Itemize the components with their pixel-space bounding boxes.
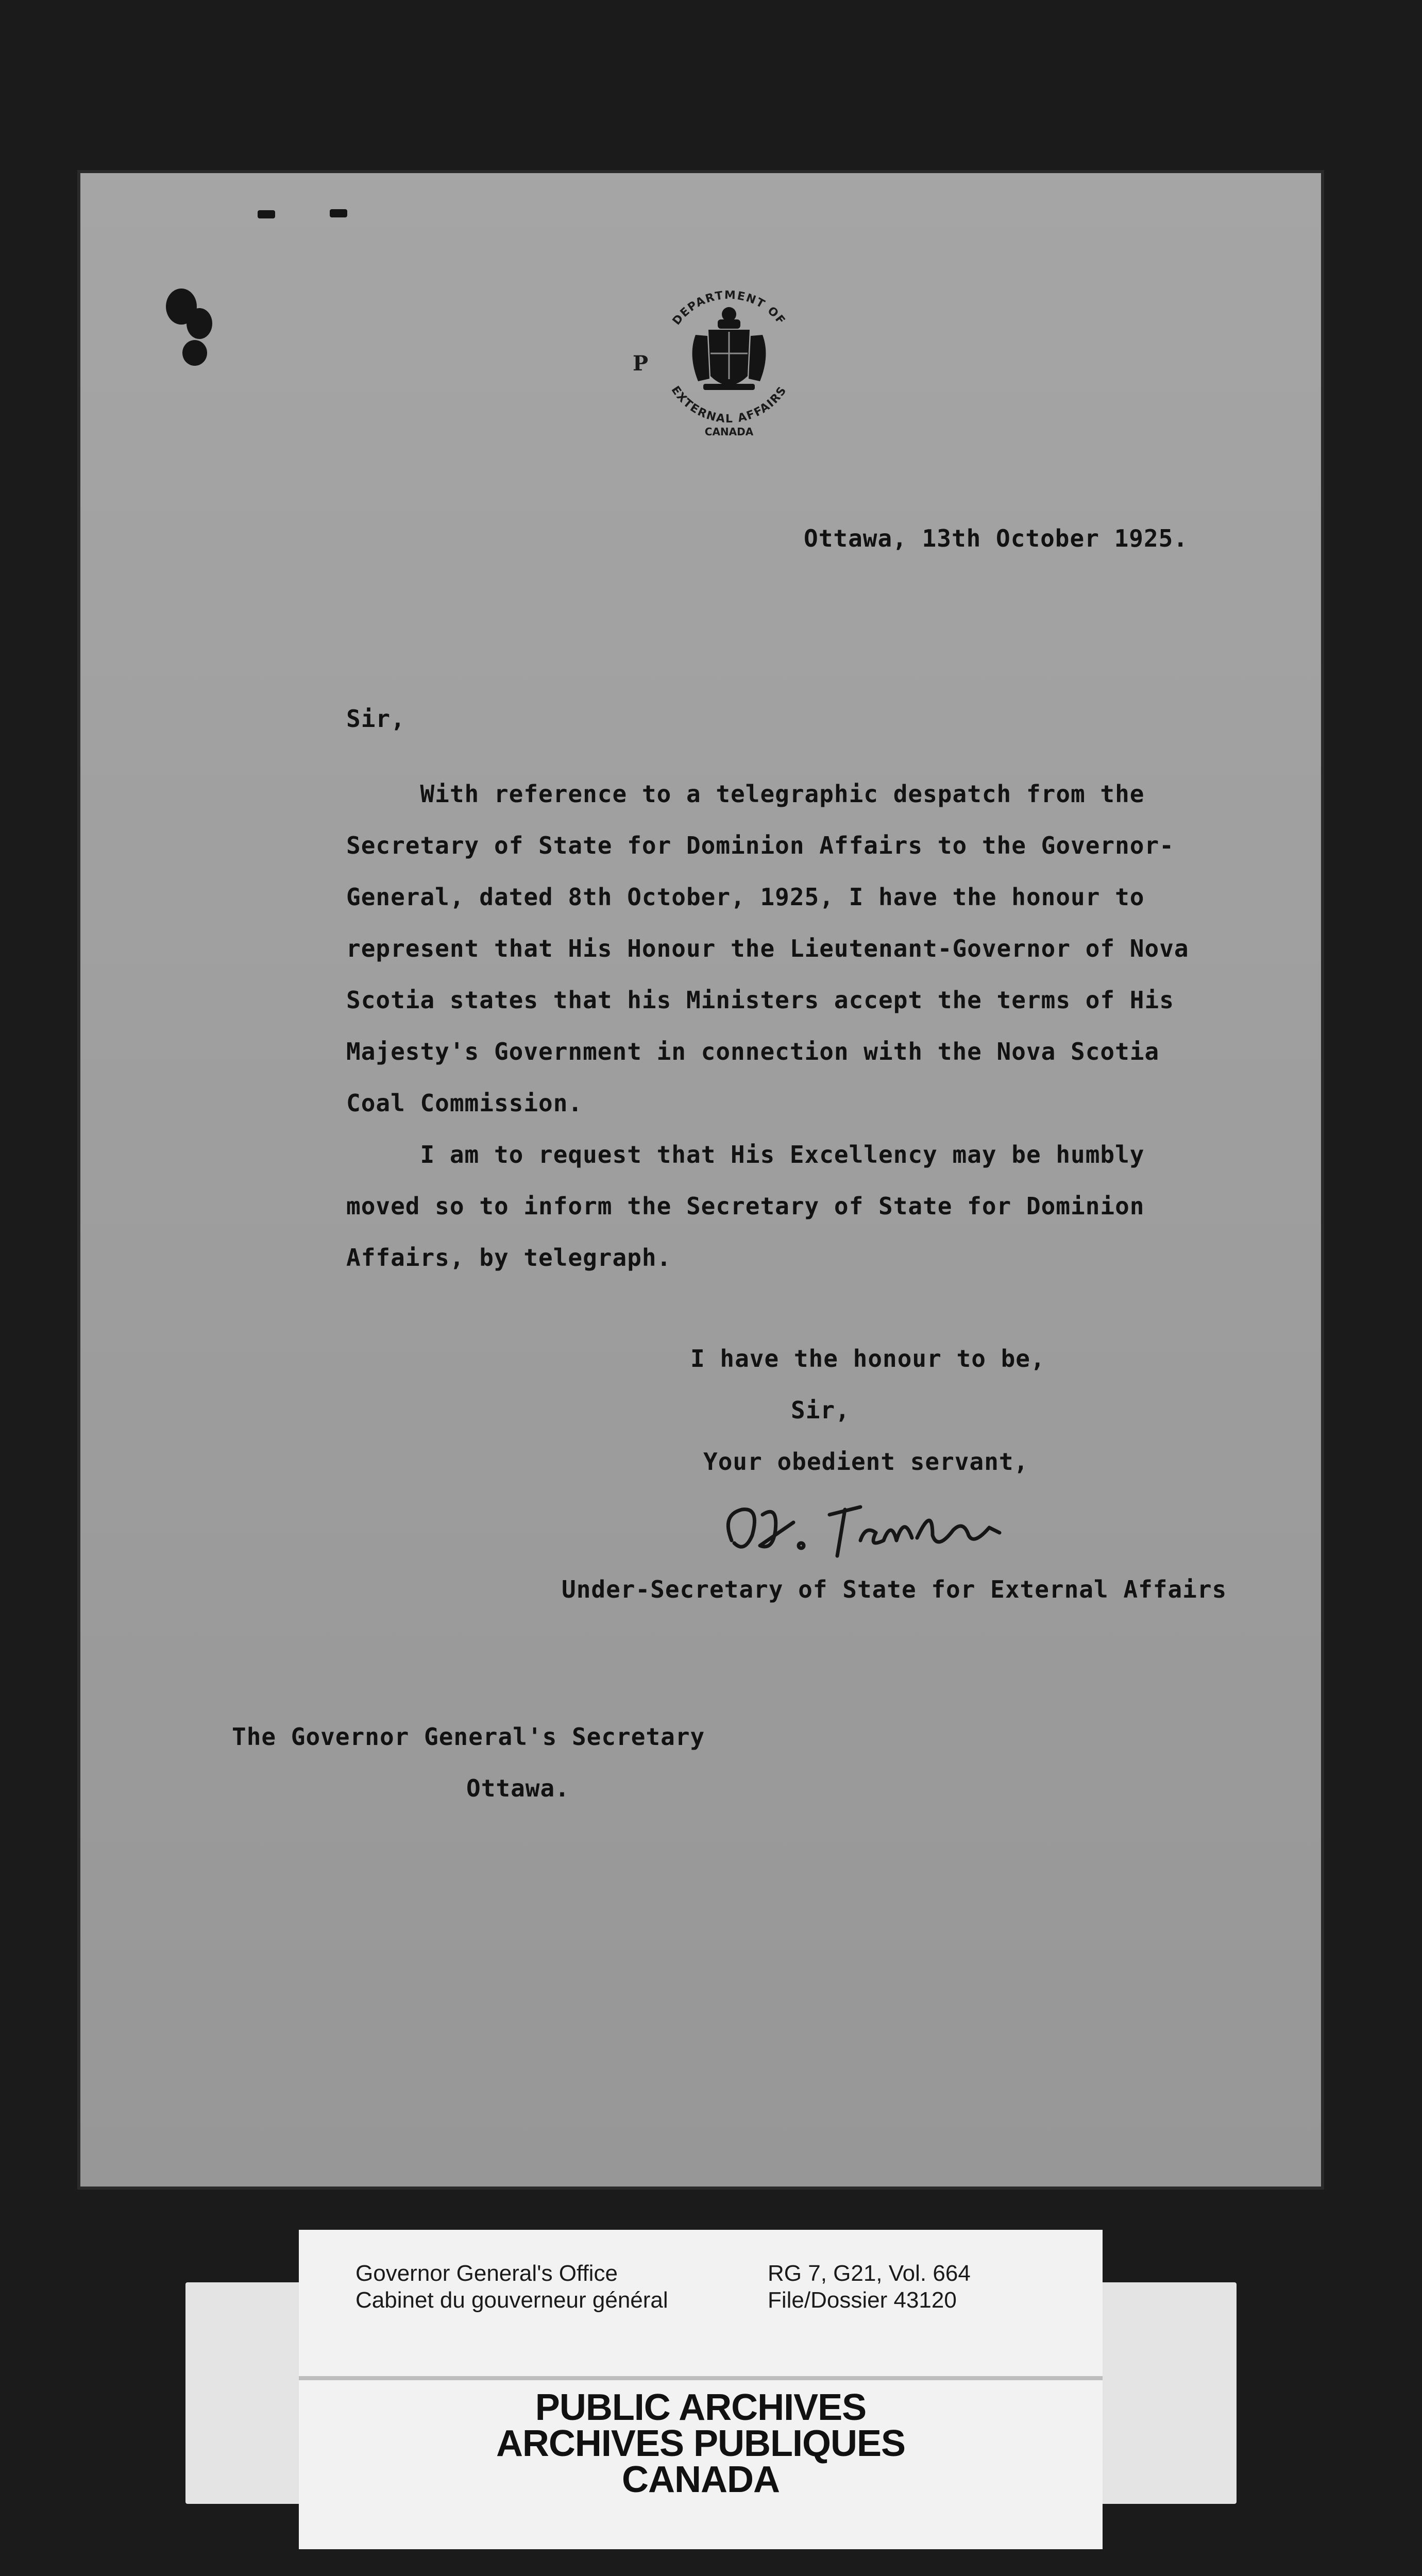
punch-hole-mark [187,308,212,339]
closing-line: Sir, [791,1396,850,1424]
archives-stamp [299,2384,1103,2518]
signature-title: Under-Secretary of State for External Affairs [562,1575,1227,1603]
file-number: File/Dossier 43120 [768,2287,957,2313]
office-en: Governor General's Office [356,2261,618,2286]
seal-text-bottom: EXTERNAL AFFAIRS [668,384,790,426]
staple-mark [258,210,275,218]
body-line: Coal Commission. [346,1089,583,1117]
seal-text-top: DEPARTMENT OF [670,289,788,328]
punch-hole-mark [182,340,207,366]
body-line: I am to request that His Excellency may be humbly [346,1141,1145,1168]
record-group-reference: RG 7, G21, Vol. 664 [768,2261,971,2286]
handwritten-signature [711,1484,1041,1571]
body-line: represent that His Honour the Lieutenant-Governor of Nova [346,935,1189,962]
margin-letter: P [633,351,649,376]
closing-line: I have the honour to be, [690,1345,1045,1372]
body-line: Affairs, by telegraph. [346,1244,672,1272]
body-line: General, dated 8th October, 1925, I have the honour to [346,883,1145,911]
place-date: Ottawa, 13th October 1925. [804,524,1189,552]
addressee-line: The Governor General's Secretary [232,1723,705,1751]
seal-text-country: CANADA [704,426,754,438]
body-line: Scotia states that his Ministers accept the terms of His [346,986,1174,1014]
archives-line: ARCHIVES PUBLIQUES [496,2423,906,2464]
svg-text:EXTERNAL AFFAIRS [669,384,790,426]
body-line: Majesty's Government in connection with the Nova Scotia [346,1038,1160,1065]
label-divider [299,2376,1103,2380]
addressee-line: Ottawa. [466,1774,570,1802]
archives-line: CANADA [622,2459,780,2500]
archives-line: PUBLIC ARCHIVES [535,2387,867,2428]
body-line: Secretary of State for Dominion Affairs to the Governor- [346,832,1174,859]
body-line: With reference to a telegraphic despatch from the [346,780,1145,808]
department-seal-icon [647,278,811,443]
body-line: moved so to inform the Secretary of State for Dominion [346,1192,1145,1220]
letter-page [77,170,1324,2190]
closing-line: Your obedient servant, [703,1448,1029,1476]
salutation: Sir, [346,705,405,733]
office-fr: Cabinet du gouverneur général [356,2287,668,2313]
staple-mark [330,209,347,217]
